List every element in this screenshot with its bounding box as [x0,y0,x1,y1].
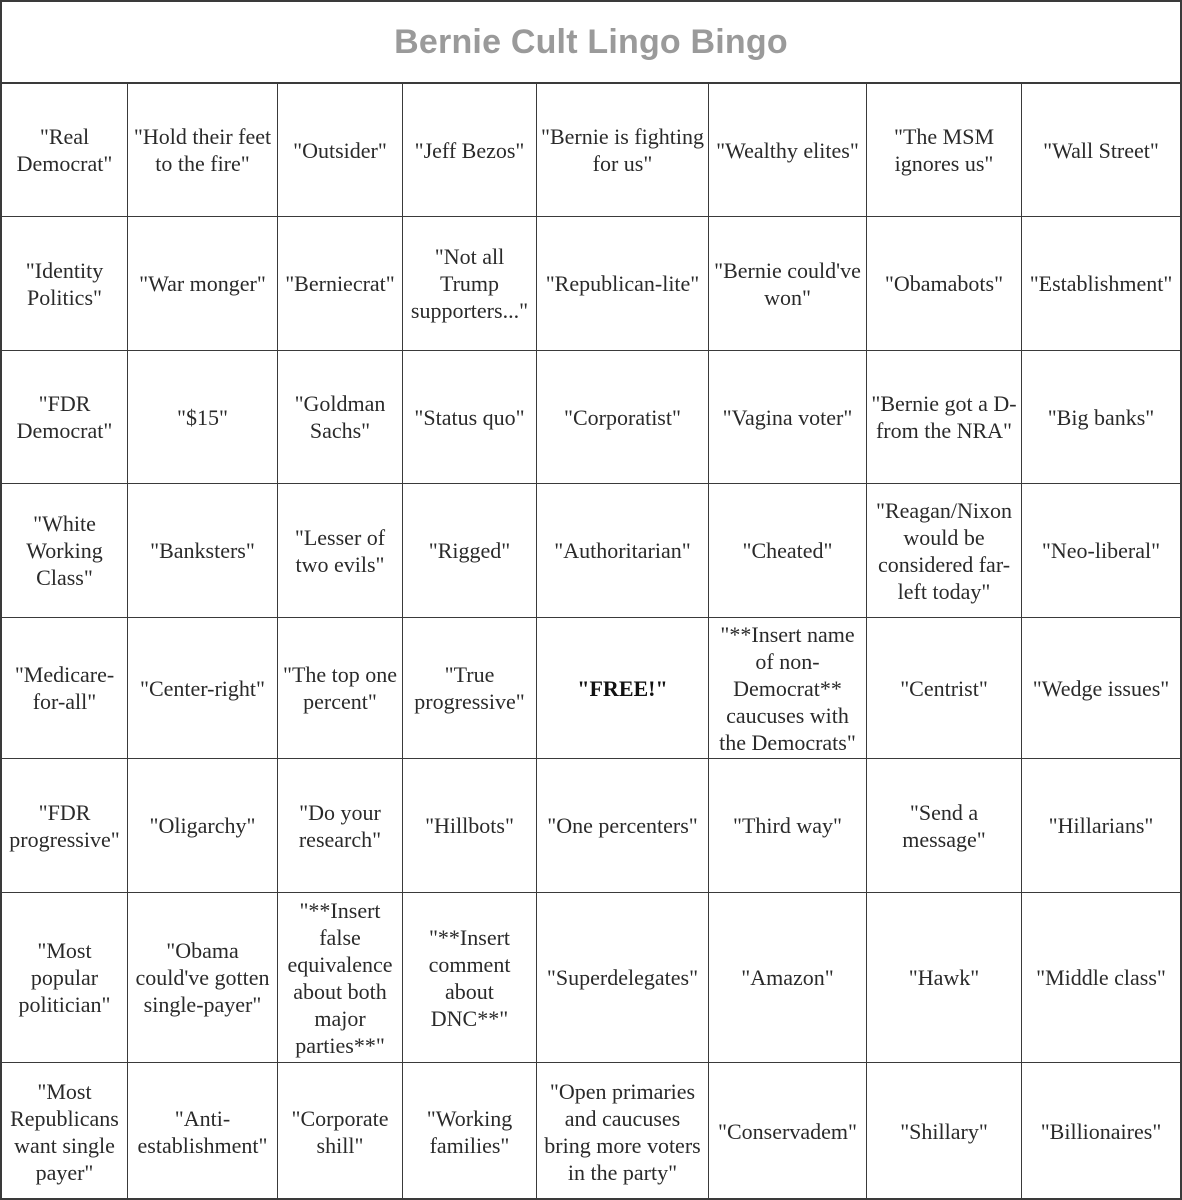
bingo-cell[interactable]: "Anti-establishment" [128,1063,278,1200]
bingo-cell[interactable]: "Berniecrat" [278,217,403,351]
bingo-cell[interactable]: "Jeff Bezos" [403,84,537,217]
bingo-cell[interactable]: "Corporatist" [537,351,709,484]
bingo-cell[interactable]: "Shillary" [867,1063,1022,1200]
bingo-cell[interactable]: "Third way" [709,759,867,893]
bingo-cell[interactable]: "Billionaires" [1040,1119,1162,1144]
bingo-free-space[interactable]: "FREE!" [537,618,709,759]
bingo-cell[interactable]: "White Working Class" [2,484,128,618]
bingo-cell[interactable]: "Center-right" [128,618,278,759]
bingo-cell[interactable]: "Bernie got a D- from the NRA" [867,351,1022,484]
bingo-cell[interactable]: "Hawk" [867,893,1022,1063]
bingo-cell[interactable]: "Obama could've gotten single-payer" [128,893,278,1063]
bingo-cell[interactable]: "Amazon" [709,893,867,1063]
bingo-cell[interactable]: "Neo-liberal" [1022,484,1180,618]
bingo-cell[interactable]: "Wedge issues" [1022,618,1180,759]
bingo-cell[interactable]: "**Insert comment about DNC**" [403,893,537,1063]
bingo-cell[interactable]: "FDR Democrat" [2,351,128,484]
bingo-cell[interactable]: "Hold their feet to the fire" [128,84,278,217]
bingo-grid [2,84,1180,1200]
bingo-cell[interactable]: "Medicare-for-all" [2,618,128,759]
bingo-cell[interactable]: "Hillarians" [1022,759,1180,893]
bingo-cell[interactable]: "Banksters" [128,484,278,618]
bingo-cell[interactable]: "Republican-lite" [537,217,709,351]
bingo-cell[interactable]: "Obamabots" [867,217,1022,351]
bingo-cell[interactable]: "Oligarchy" [128,759,278,893]
bingo-cell[interactable]: "True progressive" [403,618,537,759]
bingo-cell[interactable]: "Hillbots" [403,759,537,893]
bingo-cell[interactable]: "Lesser of two evils" [278,484,403,618]
bingo-cell[interactable]: "Rigged" [403,484,537,618]
bingo-cell[interactable]: "One percenters" [537,759,709,893]
bingo-cell[interactable]: "**Insert name of non-Democrat** caucuses with the Democrats" [709,618,867,759]
bingo-cell[interactable]: "$15" [128,351,278,484]
bingo-cell[interactable]: "Establishment" [1022,217,1180,351]
bingo-cell[interactable]: "Bernie is fighting for us" [537,84,709,217]
bingo-cell[interactable]: "Outsider" [278,84,403,217]
bingo-cell[interactable]: "Centrist" [867,618,1022,759]
bingo-cell[interactable]: "**Insert false equivalence about both major parties**" [278,893,403,1063]
bingo-cell[interactable]: "Corporate shill" [278,1063,403,1200]
bingo-cell[interactable]: "Cheated" [709,484,867,618]
bingo-cell[interactable]: "Most Republicans want single payer" [2,1063,128,1200]
bingo-cell[interactable]: "Authoritarian" [537,484,709,618]
bingo-cell[interactable]: "Most popular politician" [2,893,128,1063]
board-title: Bernie Cult Lingo Bingo [2,2,1180,84]
bingo-cell[interactable]: "Conservadem" [709,1063,867,1200]
bingo-cell[interactable]: "Big banks" [1022,351,1180,484]
bingo-cell[interactable]: "War monger" [128,217,278,351]
bingo-cell[interactable]: "Working families" [403,1063,537,1200]
bingo-cell[interactable]: "Real Democrat" [2,84,128,217]
bingo-cell[interactable]: "Status quo" [403,351,537,484]
bingo-cell[interactable]: "Not all Trump supporters..." [403,217,537,351]
bingo-cell[interactable]: "Goldman Sachs" [278,351,403,484]
bingo-cell[interactable]: "FDR progressive" [2,759,128,893]
bingo-cell[interactable]: "The top one percent" [278,618,403,759]
bingo-cell[interactable]: "Wall Street" [1022,84,1180,217]
bingo-cell[interactable]: "Middle class" [1022,893,1180,1063]
bingo-cell[interactable]: "Do your research" [278,759,403,893]
bingo-cell[interactable]: "Send a message" [867,759,1022,893]
bingo-cell[interactable]: "Wealthy elites" [709,84,867,217]
bingo-cell[interactable]: "Open primaries and caucuses bring more voters in the party" [537,1063,709,1200]
bingo-cell[interactable]: "The MSM ignores us" [867,84,1022,217]
bingo-cell[interactable]: "Superdelegates" [537,893,709,1063]
bingo-cell[interactable]: "Vagina voter" [709,351,867,484]
bingo-cell[interactable]: "Bernie could've won" [709,217,867,351]
bingo-cell[interactable]: "Identity Politics" [2,217,128,351]
bingo-cell[interactable]: "Reagan/Nixon would be considered far-left today" [867,484,1022,618]
